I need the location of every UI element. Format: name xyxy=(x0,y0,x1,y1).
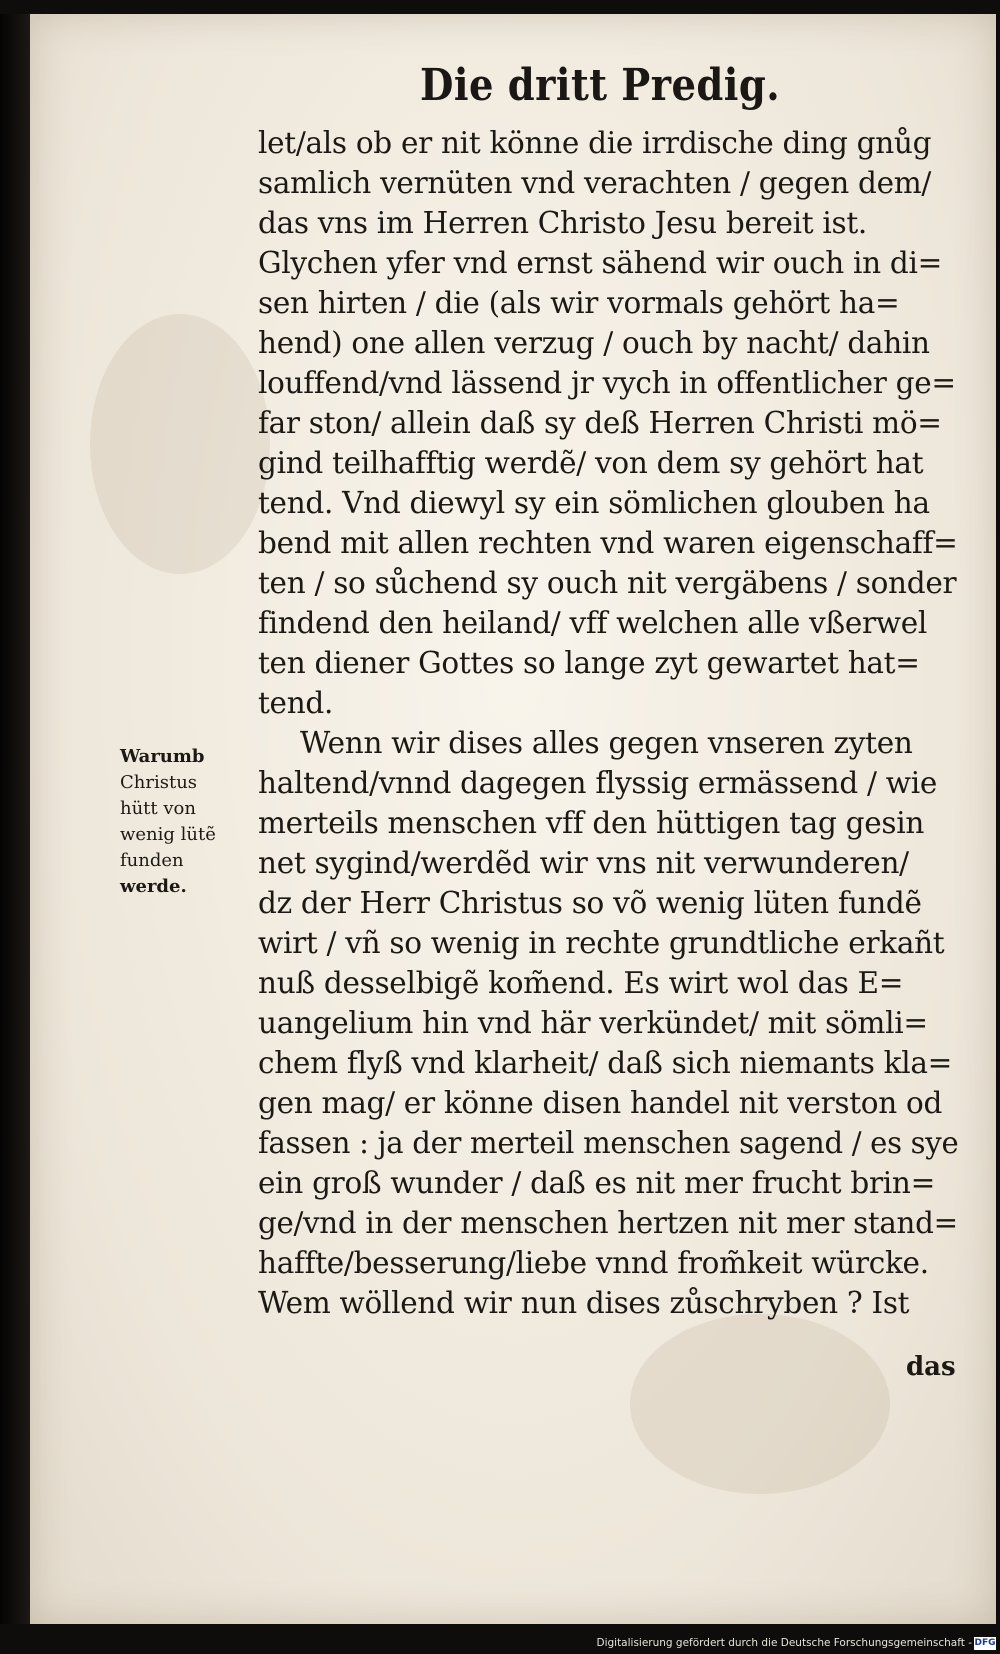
marginal-note-line: werde. xyxy=(120,876,187,897)
text-line: sen hirten / die (als wir vormals gehört ha= xyxy=(258,286,900,320)
marginal-note-line: Warumb xyxy=(120,746,205,767)
text-line: merteils menschen vff den hüttigen tag gesin xyxy=(258,806,925,840)
text-line: Glychen yfer vnd ernst sähend wir ouch in di= xyxy=(258,246,943,280)
marginal-note-line: funden xyxy=(120,850,184,871)
text-line: chem flyß vnd klarheit/ daß sich niemants kla= xyxy=(258,1046,953,1080)
text-line: ge/vnd in der menschen hertzen nit mer stand= xyxy=(258,1206,958,1240)
text-line: haffte/besserung/liebe vnnd from̃keit würcke. xyxy=(258,1246,929,1280)
text-line: gen mag/ er könne disen handel nit verston od xyxy=(258,1086,943,1120)
funding-notice: Digitalisierung gefördert durch die Deutsche Forschungsgemeinschaft - xyxy=(596,1637,972,1649)
text-line: let/als ob er nit könne die irrdische ding gnůg xyxy=(258,126,932,160)
text-line: gind teilhafftig werdẽ/ von dem sy gehört hat xyxy=(258,446,924,480)
text-line: nuß desselbigẽ kom̃end. Es wirt wol das E= xyxy=(258,966,904,1000)
dfg-logo-icon: DFG xyxy=(974,1638,996,1648)
text-line: ein groß wunder / daß es nit mer frucht brin= xyxy=(258,1166,935,1200)
text-line: findend den heiland/ vff welchen alle vßerwel xyxy=(258,606,928,640)
text-line: haltend/vnnd dagegen flyssig ermässend / wie xyxy=(258,766,937,800)
text-line: dz der Herr Christus so võ wenig lüten fundẽ xyxy=(258,886,922,920)
paper-stain xyxy=(90,314,270,574)
text-line: Wenn wir dises alles gegen vnseren zyten xyxy=(300,726,913,760)
text-line: samlich vernüten vnd verachten / gegen dem/ xyxy=(258,166,932,200)
marginal-note-line: hütt von xyxy=(120,798,196,819)
marginal-note-line: wenig lütẽ xyxy=(120,824,216,845)
text-line: tend. Vnd diewyl sy ein sömlichen glouben ha xyxy=(258,486,930,520)
footer-bar xyxy=(596,1635,1000,1654)
paper-stain xyxy=(630,1314,890,1494)
catchword: das xyxy=(906,1352,956,1382)
text-line: Wem wöllend wir nun dises zůschryben ? Ist xyxy=(258,1286,910,1320)
marginal-note-line: Christus xyxy=(120,772,198,793)
text-line: louffend/vnd lässend jr vych in offentlicher ge= xyxy=(258,366,956,400)
running-head: Die dritt Predig. xyxy=(420,60,781,111)
text-line: far ston/ allein daß sy deß Herren Christi mö= xyxy=(258,406,942,440)
text-line: ten / so sůchend sy ouch nit vergäbens / sonder xyxy=(258,566,957,600)
text-line: bend mit allen rechten vnd waren eigenschaff= xyxy=(258,526,958,560)
text-line: tend. xyxy=(258,686,334,720)
text-line: das vns im Herren Christo Jesu bereit ist. xyxy=(258,206,867,240)
text-line: wirt / vñ so wenig in rechte grundtliche erkañt xyxy=(258,926,945,960)
text-line: hend) one allen verzug / ouch by nacht/ dahin xyxy=(258,326,930,360)
text-line: fassen : ja der merteil menschen sagend / es sye xyxy=(258,1126,959,1160)
text-line: uangelium hin vnd här verkündet/ mit sömli= xyxy=(258,1006,928,1040)
binding-shadow xyxy=(0,14,30,1624)
text-line: ten diener Gottes so lange zyt gewartet hat= xyxy=(258,646,920,680)
text-line: net sygind/werdẽd wir vns nit verwunderen/ xyxy=(258,846,909,880)
marginal-note xyxy=(120,744,255,900)
